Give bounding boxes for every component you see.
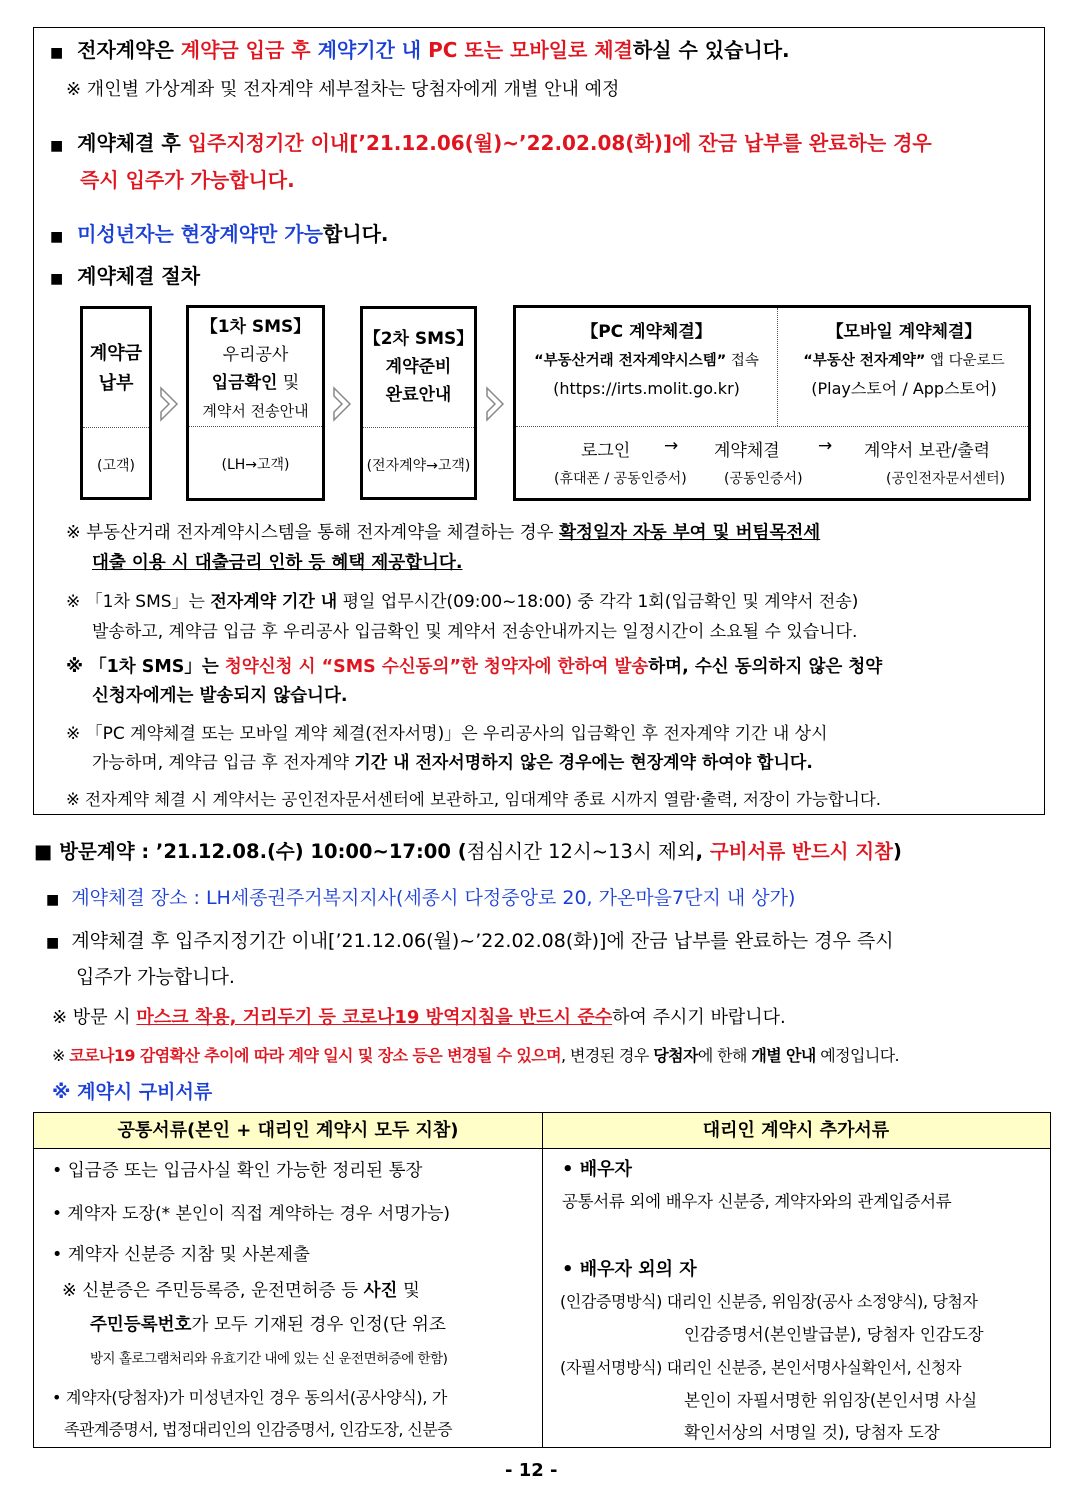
flow-step-first-sms: 【1차 SMS】 우리공사 입금확인 및 계약서 전송안내 (LH→고객) bbox=[186, 305, 325, 501]
list-item: • 계약자 신분증 지참 및 사본제출 bbox=[52, 1245, 310, 1265]
non-spouse-heading: • 배우자 외의 자 bbox=[562, 1259, 697, 1280]
mask-note: ※ 방문 시 마스크 착용, 거리두기 등 코로나19 방역지침을 반드시 준수하여 주시기 바랍니다. bbox=[52, 1007, 786, 1028]
mobile-contract-section: 【모바일 계약체결】 “부동산 전자계약” 앱 다운로드 (Play스토어 / App스토어) bbox=[803, 322, 1005, 398]
spouse-heading: • 배우자 bbox=[562, 1159, 632, 1180]
note-e-signature-cont: 가능하며, 계약금 입금 후 전자계약 기간 내 전자서명하지 않은 경우에는 현장계약 하여야 합니다. bbox=[92, 753, 813, 773]
note-benefit-cont: 대출 이용 시 대출금리 인하 등 혜택 제공합니다. bbox=[92, 553, 463, 573]
required-documents-table bbox=[33, 1112, 1051, 1448]
arrow-right-icon: → bbox=[818, 436, 833, 456]
flow-step-second-sms: 【2차 SMS】 계약준비 완료안내 (전자계약→고객) bbox=[360, 306, 477, 500]
pc-contract-section: 【PC 계약체결】 “부동산거래 전자계약시스템” 접속 (https://irts.molit.go.kr) bbox=[534, 322, 759, 398]
square-bullet-icon: ■ bbox=[50, 271, 64, 287]
chevron-right-icon bbox=[158, 385, 180, 423]
list-item: • 계약자 도장(* 본인이 직접 계약하는 경우 서명가능) bbox=[52, 1204, 451, 1224]
seal-method-docs: (인감증명방식) 대리인 신분증, 위임장(공사 소정양식), 당첨자 bbox=[560, 1292, 978, 1311]
required-docs-title: ※ 계약시 구비서류 bbox=[52, 1081, 213, 1103]
note-first-sms: ※ 「1차 SMS」는 전자계약 기간 내 평일 업무시간(09:00~18:00) 중 각각 1회(입금확인 및 계약서 전송) bbox=[66, 592, 859, 612]
covid-note: ※ 코로나19 감염확산 추이에 따라 계약 일시 및 장소 등은 변경될 수 있으며, 변경된 경우 당첨자에 한해 개별 안내 예정입니다. bbox=[52, 1046, 900, 1065]
table-header-common: 공통서류(본인 + 대리인 계약시 모두 지참) bbox=[34, 1113, 542, 1149]
id-note: ※ 신분증은 주민등록증, 운전면허증 등 사진 및 bbox=[62, 1281, 420, 1301]
chevron-right-icon bbox=[484, 385, 506, 423]
square-bullet-icon: ■ bbox=[50, 229, 64, 245]
square-bullet-icon: ■ bbox=[46, 892, 60, 908]
list-item: • 입금증 또는 입금사실 확인 가능한 정리된 통장 bbox=[52, 1161, 423, 1181]
list-item: • 계약자(당첨자)가 미성년자인 경우 동의서(공사양식), 가 bbox=[52, 1388, 448, 1407]
table-header-agent: 대리인 계약시 추가서류 bbox=[542, 1113, 1050, 1149]
seal-method-docs-cont: 인감증명서(본인발급분), 당첨자 인감도장 bbox=[684, 1325, 984, 1344]
signature-method-docs-cont2: 확인서상의 서명일 것), 당첨자 도장 bbox=[684, 1423, 940, 1442]
spouse-docs: 공통서류 외에 배우자 신분증, 계약자와의 관계입증서류 bbox=[562, 1192, 952, 1211]
page-number: - 12 - bbox=[505, 1460, 558, 1481]
square-bullet-icon: ■ bbox=[46, 935, 60, 951]
signature-method-docs: (자필서명방식) 대리인 신분증, 본인서명사실확인서, 신청자 bbox=[560, 1358, 962, 1377]
move-in-line-cont: 즉시 입주가 가능합니다. bbox=[80, 168, 295, 192]
visit-move-in-line: ■ 계약체결 후 입주지정기간 이내[’21.12.06(월)~’22.02.08(화)]에 잔금 납부를 완료하는 경우 즉시 bbox=[46, 930, 894, 952]
note-sms-consent-cont: 신청자에게는 발송되지 않습니다. bbox=[92, 686, 348, 706]
id-note-cont: 주민등록번호가 모두 기재된 경우 인정(단 위조 bbox=[90, 1315, 446, 1335]
move-in-line: ■ 계약체결 후 입주지정기간 이내[’21.12.06(월)~’22.02.08(화)]에 잔금 납부를 완료하는 경우 bbox=[50, 131, 932, 155]
flow-step-contract-signing: 【PC 계약체결】 “부동산거래 전자계약시스템” 접속 (https://irts.molit.go.kr) 【모바일 계약체결】 “부동산 전자계약” 앱 다운로드 (Play스토어 / App스토어) 로그인 → 계약체결 → 계약서 보관/출력 (휴대폰 / 공동인증서) (공동인증서) (공인전자문서센터) bbox=[513, 305, 1031, 501]
note-virtual-account: ※ 개인별 가상계좌 및 전자계약 세부절차는 당첨자에게 개별 안내 예정 bbox=[66, 79, 620, 100]
signature-method-docs-cont: 본인이 자필서명한 위임장(본인서명 사실 bbox=[684, 1391, 978, 1410]
square-bullet-icon: ■ bbox=[50, 45, 64, 61]
list-item-cont: 족관계증명서, 법정대리인의 인감증명서, 인감도장, 신분증 bbox=[64, 1420, 452, 1439]
procedure-heading: ■ 계약체결 절차 bbox=[50, 264, 201, 288]
econtract-line: ■ 전자계약은 계약금 입금 후 계약기간 내 PC 또는 모바일로 체결하실 수 있습니다. bbox=[50, 38, 790, 62]
note-e-signature: ※ 「PC 계약체결 또는 모바일 계약 체결(전자서명)」은 우리공사의 입금확인 후 전자계약 기간 내 상시 bbox=[66, 724, 828, 744]
note-benefit: ※ 부동산거래 전자계약시스템을 통해 전자계약을 체결하는 경우 확정일자 자동 부여 및 버팀목전세 bbox=[66, 523, 821, 543]
minor-line: ■ 미성년자는 현장계약만 가능합니다. bbox=[50, 222, 389, 246]
note-storage: ※ 전자계약 체결 시 계약서는 공인전자문서센터에 보관하고, 임대계약 종료 시까지 열람·출력, 저장이 가능합니다. bbox=[66, 790, 881, 809]
id-note-cont2: 방지 홀로그램처리와 유효기간 내에 있는 신 운전면허증에 한함) bbox=[90, 1351, 448, 1367]
flow-step-payment: 계약금 납부 (고객) bbox=[80, 306, 152, 500]
visit-contract-heading: ■ 방문계약 : ’21.12.08.(수) 10:00~17:00 (점심시간 12시~13시 제외, 구비서류 반드시 지참) bbox=[34, 840, 902, 863]
note-sms-consent: ※ 「1차 SMS」는 청약신청 시 “SMS 수신동의”한 청약자에 한하여 발송하며, 수신 동의하지 않은 청약 bbox=[66, 657, 883, 677]
arrow-right-icon: → bbox=[664, 436, 679, 456]
square-bullet-icon: ■ bbox=[50, 138, 64, 154]
visit-move-in-line-cont: 입주가 가능합니다. bbox=[76, 966, 235, 988]
chevron-right-icon bbox=[331, 385, 353, 423]
visit-place-line: ■ 계약체결 장소 : LH세종권주거복지지사(세종시 다정중앙로 20, 가온마을7단지 내 상가) bbox=[46, 887, 796, 909]
note-first-sms-cont: 발송하고, 계약금 입금 후 우리공사 입금확인 및 계약서 전송안내까지는 일정시간이 소요될 수 있습니다. bbox=[92, 622, 858, 642]
